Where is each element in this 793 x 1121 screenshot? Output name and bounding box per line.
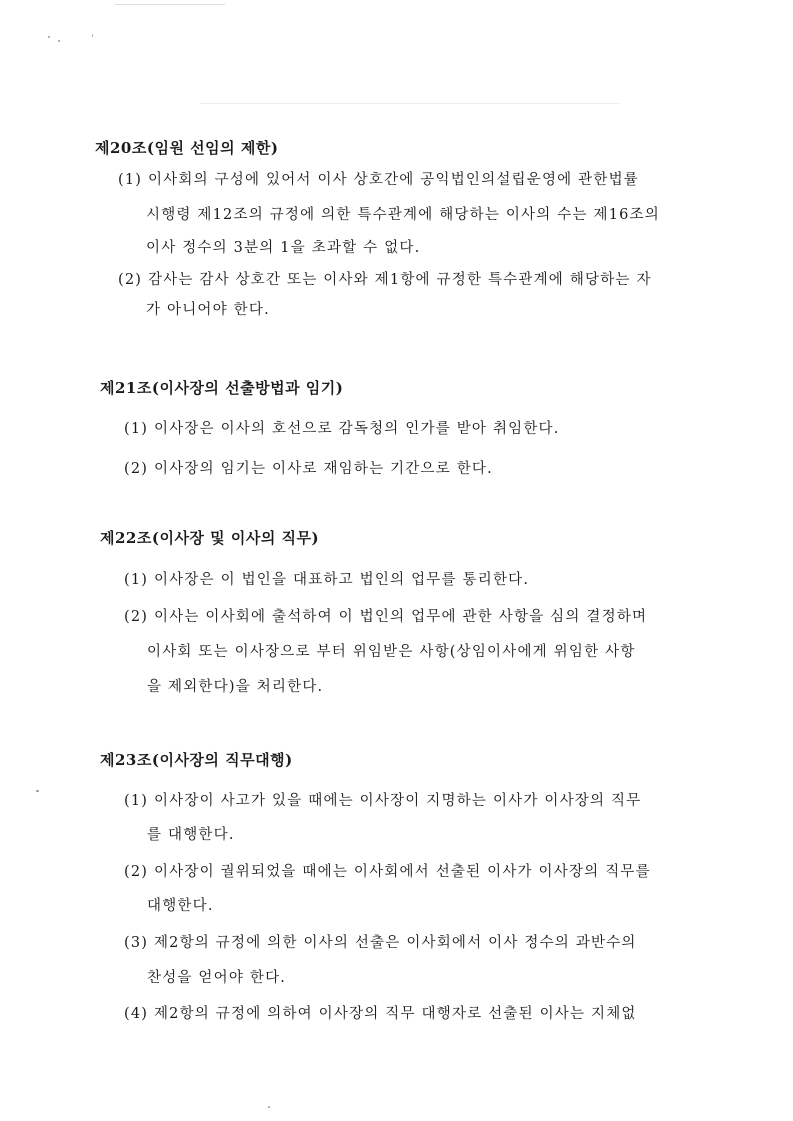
article-heading: 제23조(이사장의 직무대행) <box>100 751 293 769</box>
paragraph-line: 대행한다. <box>147 898 214 914</box>
paragraph-line: 시행령 제12조의 규정에 의한 특수관계에 해당하는 이사의 수는 제16조의 <box>146 207 660 223</box>
paragraph-line: (2) 이사장이 궐위되었을 때에는 이사회에서 선출된 이사가 이사장의 직무를 <box>124 864 651 880</box>
article-heading: 제20조(임원 선임의 제한) <box>95 139 279 157</box>
scan-line-top <box>115 4 225 5</box>
paragraph-line: 이사 정수의 3분의 1을 초과할 수 없다. <box>146 240 421 256</box>
paragraph-line: (2) 이사는 이사회에 출석하여 이 법인의 업무에 관한 사항을 심의 결정하며 <box>124 609 648 625</box>
paragraph-line: 를 대행한다. <box>147 827 235 843</box>
paragraph-line: 가 아니어야 한다. <box>146 302 270 318</box>
paragraph-line: 이사회 또는 이사장으로 부터 위임받은 사항(상임이사에게 위임한 사항 <box>147 644 636 660</box>
article-heading: 제22조(이사장 및 이사의 직무) <box>100 529 320 547</box>
paragraph-line: 찬성을 얻어야 한다. <box>147 970 287 986</box>
paragraph-line: (2) 감사는 감사 상호간 또는 이사와 제1항에 규정한 특수관계에 해당하는 자 <box>118 272 652 288</box>
paragraph-line: (2) 이사장의 임기는 이사로 재임하는 기간으로 한다. <box>124 461 493 477</box>
paragraph-line: (1) 이사회의 구성에 있어서 이사 상호간에 공익법인의설립운영에 관한법률 <box>118 172 640 188</box>
paragraph-line: (1) 이사장이 사고가 있을 때에는 이사장이 지명하는 이사가 이사장의 직무 <box>124 793 642 809</box>
scan-line-upper <box>200 103 620 104</box>
article-heading: 제21조(이사장의 선출방법과 임기) <box>100 379 344 397</box>
paragraph-line: (1) 이사장은 이 법인을 대표하고 법인의 업무를 통리한다. <box>124 572 530 588</box>
paragraph-line: (1) 이사장은 이사의 호선으로 감독청의 인가를 받아 취임한다. <box>124 421 560 437</box>
paragraph-line: (4) 제2항의 규정에 의하여 이사장의 직무 대행자로 선출된 이사는 지체없 <box>124 1006 637 1022</box>
paragraph-line: (3) 제2항의 규정에 의한 이사의 선출은 이사회에서 이사 정수의 과반수의 <box>124 935 637 951</box>
paragraph-line: 을 제외한다)을 처리한다. <box>147 679 324 695</box>
